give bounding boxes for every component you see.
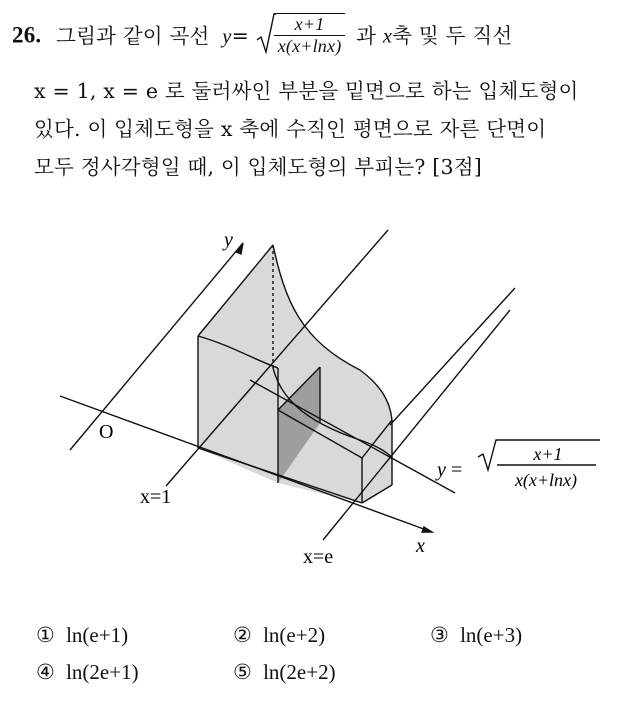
problem-text-1c: 축 및 두 직선 bbox=[392, 23, 513, 48]
x1-label: x=1 bbox=[140, 486, 172, 508]
problem-line-4: 모두 정사각형일 때, 이 입체도형의 부피는? [3점] bbox=[34, 155, 482, 179]
curve-label-y: y bbox=[437, 459, 446, 481]
choice-4[interactable] bbox=[36, 660, 139, 685]
problem-text-1a: 그림과 같이 곡선 bbox=[56, 23, 210, 48]
choice-1-text: ln(e+1) bbox=[66, 623, 129, 647]
curve-label-den: x(x+lnx) bbox=[514, 470, 578, 490]
choice-1[interactable] bbox=[36, 623, 128, 648]
x-axis-label: x bbox=[416, 535, 425, 557]
problem-line-3: 있다. 이 입체도형을 x 축에 수직인 평면으로 자른 단면이 bbox=[34, 117, 547, 141]
choice-1-mark: ① bbox=[36, 623, 55, 647]
choice-3[interactable] bbox=[430, 623, 522, 648]
xe-label: x=e bbox=[303, 546, 334, 568]
problem-frac-numerator: x+1 bbox=[274, 14, 346, 36]
problem-number: 26. bbox=[12, 22, 42, 48]
problem-line-2: x = 1, x = e 로 둘러싸인 부분을 밑면으로 하는 입체도형이 bbox=[34, 79, 579, 103]
choice-3-mark: ③ bbox=[430, 623, 449, 647]
y-axis-label: y bbox=[224, 229, 233, 251]
curve-label-num: x+1 bbox=[533, 444, 563, 464]
curve-y-var: y bbox=[222, 25, 232, 48]
origin-label: O bbox=[99, 421, 114, 443]
choice-2-mark: ② bbox=[233, 623, 252, 647]
problem-text-1b: 과 bbox=[356, 23, 377, 48]
problem-frac-denominator: x(x+lnx) bbox=[277, 36, 342, 56]
choice-5-text: ln(2e+2) bbox=[263, 660, 336, 684]
x-axis-var: x bbox=[382, 25, 393, 48]
choice-4-mark: ④ bbox=[36, 660, 55, 684]
curve-label-eq: = bbox=[451, 459, 463, 481]
choice-5[interactable] bbox=[233, 660, 336, 685]
choice-2[interactable] bbox=[233, 623, 325, 648]
choice-2-text: ln(e+2) bbox=[263, 623, 326, 647]
curve-eq-sign: = bbox=[231, 23, 249, 48]
choice-5-mark: ⑤ bbox=[233, 660, 252, 684]
choice-4-text: ln(2e+1) bbox=[66, 660, 139, 684]
choice-3-text: ln(e+3) bbox=[460, 623, 523, 647]
